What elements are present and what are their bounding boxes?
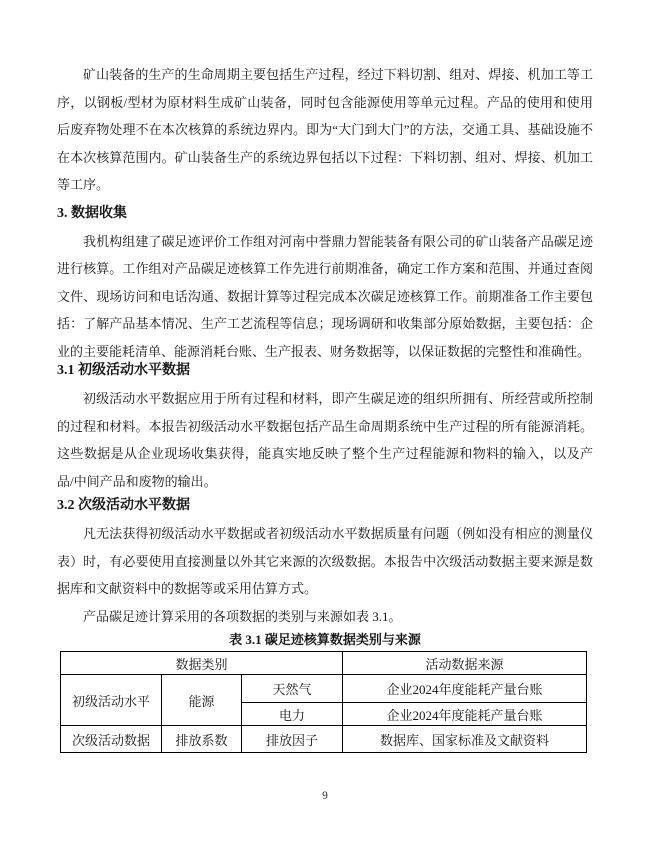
cell-secondary-activity-data: 次级活动数据: [61, 726, 162, 753]
cell-electricity: 电力: [242, 703, 343, 726]
section-heading-secondary-activity-data: 3.2 次级活动水平数据: [57, 498, 190, 513]
cell-emission-factor: 排放因子: [242, 726, 343, 753]
cell-electricity-source: 企业2024年度能耗产量台账: [343, 703, 587, 726]
paragraph-system-boundary: 矿山装备的生产的生命周期主要包括生产过程，经过下料切割、组对、焊接、机加工等工序，以钢板/型材为原材料生成矿山装备，同时包含能源使用等单元过程。产品的使用和使用后废弃物处理不在本次核算的系统边界内。即为“大门到大门”的方法，交通工具、基础设施不在本次核算范围内。矿山装备生产的系统边界包括以下过程：下料切割、组对、焊接、机加工等工序。: [57, 67, 593, 192]
paragraph-primary-activity-data: 初级活动水平数据应用于所有过程和材料，即产生碳足迹的组织所拥有、所经营或所控制的过程和材料。本报告初级活动水平数据包括产品生命周期系统中生产过程的所有能源消耗。这些数据是从企业现场收集获得，能真实地反映了整个生产过程能源和物料的输入，以及产品/中间产品和废物的输出。: [57, 391, 593, 489]
page-number: 9: [322, 790, 328, 802]
header-cell-data-category: 数据类别: [61, 652, 343, 675]
cell-emission-factor-source: 数据库、国家标准及文献资料: [343, 726, 587, 753]
table-caption: 表 3.1 碳足迹核算数据类别与来源: [229, 632, 421, 647]
cell-primary-activity-level: 初级活动水平: [61, 675, 162, 726]
cell-emission-coefficient: 排放系数: [162, 726, 242, 753]
data-category-source-table: [60, 651, 587, 753]
section-heading-primary-activity-data: 3.1 初级活动水平数据: [57, 363, 190, 378]
paragraph-data-collection: 我机构组建了碳足迹评价工作组对河南中誉鼎力智能装备有限公司的矿山装备产品碳足迹进行核算。工作组对产品碳足迹核算工作先进行前期准备，确定工作方案和范围、并通过查阅文件、现场访问和电话沟通、数据计算等过程完成本次碳足迹核算工作。前期准备工作主要包括：了解产品基本情况、生产工艺流程等信息；现场调研和收集部分原始数据，主要包括：企业的主要能耗清单、能源消耗台账、生产报表、财务数据等，以保证数据的完整性和准确性。: [57, 233, 593, 359]
paragraph-secondary-activity-data: 凡无法获得初级活动水平数据或者初级活动水平数据质量有问题（例如没有相应的测量仪表）时，有必要使用直接测量以外其它来源的次级数据。本报告中次级活动数据主要来源是数据库和文献资料中的数据等或采用估算方式。: [57, 526, 593, 596]
table-row-natural-gas: [61, 675, 587, 703]
table-header-row: [61, 652, 587, 675]
cell-energy: 能源: [162, 675, 242, 726]
page-content: [57, 0, 593, 753]
header-cell-activity-data-source: 活动数据来源: [343, 652, 587, 675]
table-row-emission-factor: [61, 726, 587, 753]
cell-natural-gas-source: 企业2024年度能耗产量台账: [343, 675, 587, 703]
cell-natural-gas: 天然气: [242, 675, 343, 703]
paragraph-table-intro: 产品碳足迹计算采用的各项数据的类别与来源如表 3.1。: [83, 608, 402, 624]
section-heading-data-collection: 3. 数据收集: [57, 205, 127, 221]
